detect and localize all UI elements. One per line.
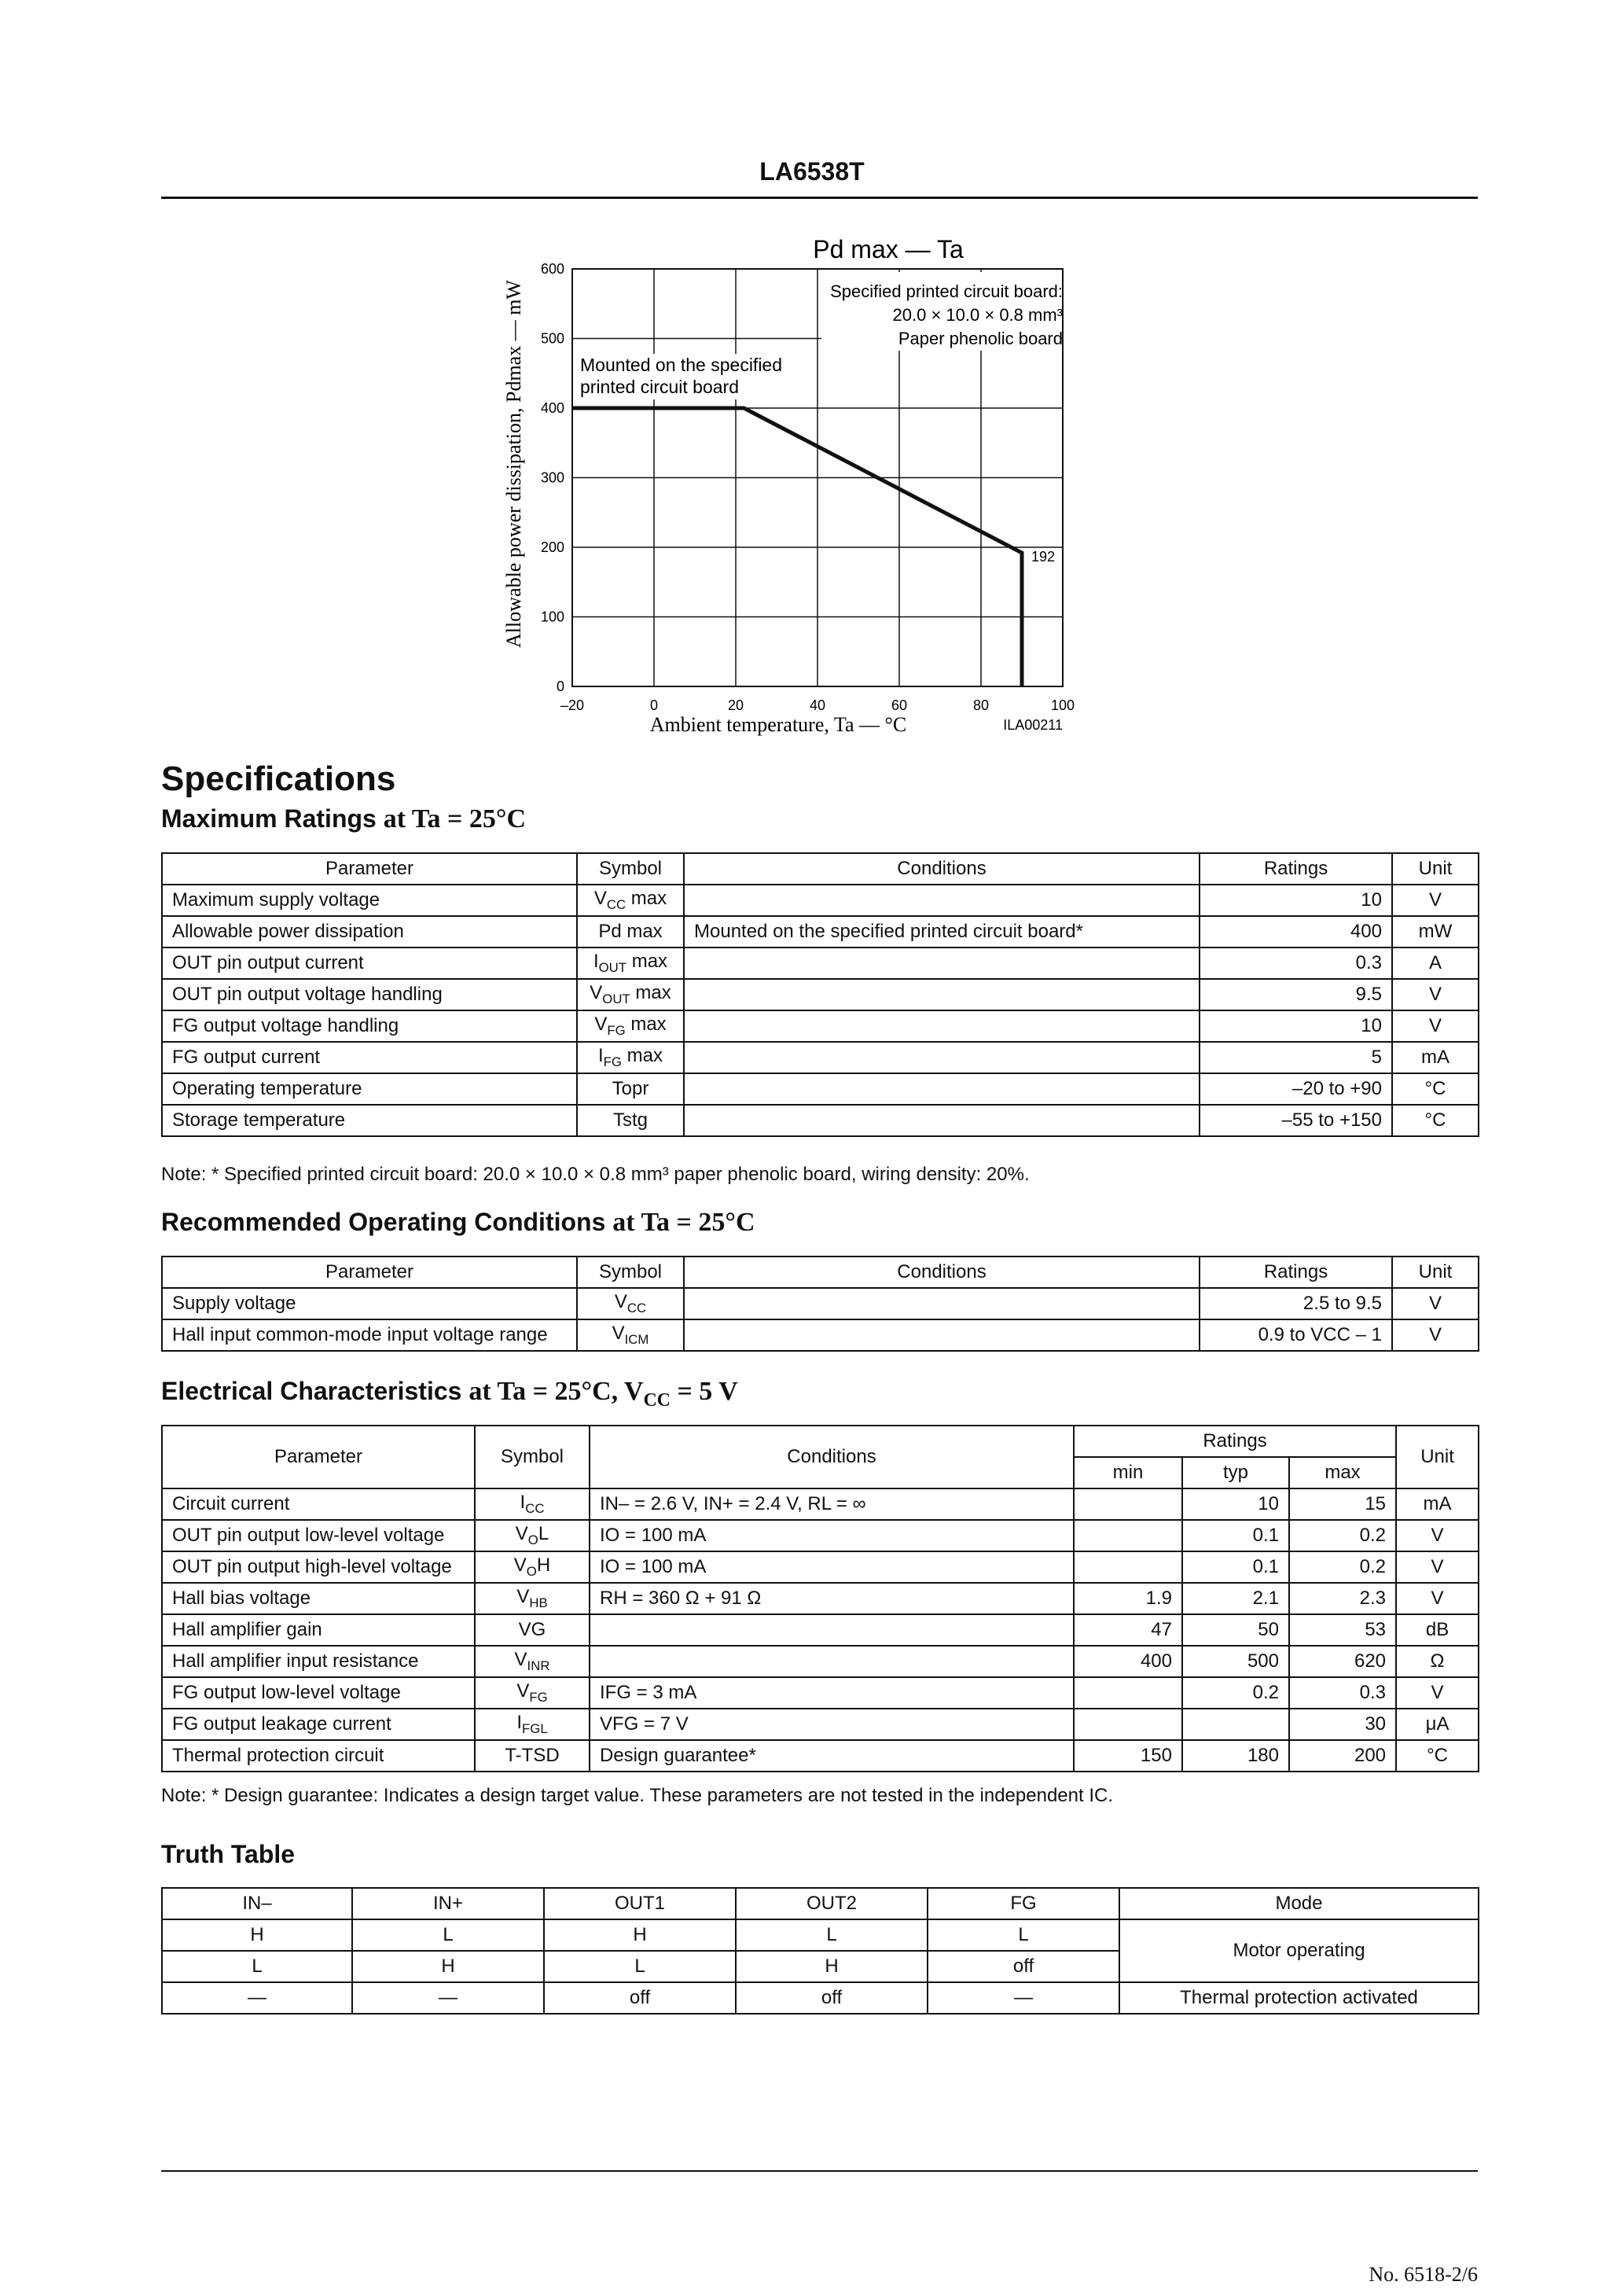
rec-header-cell: Conditions [684,1257,1200,1288]
symbol-suffix: max [625,1014,667,1036]
unit-cell: Ω [1396,1646,1479,1677]
unit-cell: V [1392,979,1479,1010]
symbol-cell [475,1677,590,1709]
conditions-cell [684,1073,1200,1105]
unit-cell: V [1392,885,1479,916]
truth-cell: off [928,1951,1119,1982]
truth-cell: off [736,1982,928,2014]
symbol-subscript: O [527,1532,538,1547]
symbol-text: V [513,1555,527,1577]
typ-cell [1182,1709,1289,1740]
chart-annotation-board: 20.0 × 10.0 × 0.8 mm³ [892,305,1063,325]
elec-head-unit: Unit [1396,1426,1479,1488]
chart-x-tick-label: –20 [560,697,585,713]
max-ratings-title [161,804,526,834]
chart-title: Pd max — Ta [813,235,964,263]
chart-y-tick-label: 500 [540,330,564,347]
min-cell [1074,1677,1182,1709]
symbol-suffix: max [626,951,668,973]
max-cell: 53 [1289,1614,1396,1646]
table-row [162,1288,1479,1319]
conditions-cell: IFG = 3 mA [590,1677,1074,1709]
symbol-text: V [516,1586,530,1608]
symbol-text: I [520,1492,526,1514]
symbol-subscript: CC [525,1500,545,1516]
truth-header-cell: OUT2 [736,1888,928,1919]
symbol-text: Topr [612,1078,649,1099]
elec-head-max: max [1289,1457,1396,1488]
chart-x-tick-label: 60 [891,697,908,713]
chart-annotation-mounted: Mounted on the specified [580,355,783,375]
rating-cell: 10 [1200,885,1392,916]
parameter-cell: Allowable power dissipation [162,916,577,947]
truth-cell: — [928,1982,1119,2014]
symbol-cell [475,1520,590,1551]
elec-chars-table [161,1425,1479,1772]
elec-head-ratings: Ratings [1074,1426,1396,1457]
symbol-cell [577,1319,684,1351]
unit-cell: A [1392,947,1479,979]
typ-cell: 0.1 [1182,1520,1289,1551]
parameter-cell: Hall amplifier gain [162,1614,475,1646]
rating-cell: 5 [1200,1042,1392,1073]
max-cell: 30 [1289,1709,1396,1740]
max-header-cell: Conditions [684,853,1200,885]
min-cell [1074,1520,1182,1551]
elec-head-param: Parameter [162,1426,475,1488]
symbol-cell [475,1551,590,1583]
rating-cell: 400 [1200,916,1392,947]
chart-y-tick-label: 300 [540,469,564,486]
conditions-cell [684,885,1200,916]
conditions-cell: Design guarantee* [590,1740,1074,1772]
rec-header-cell: Unit [1392,1257,1479,1288]
symbol-text: V [594,1014,608,1036]
max-header-cell: Ratings [1200,853,1392,885]
footer-rule [161,2170,1478,2172]
symbol-suffix: max [626,888,667,910]
truth-cell: off [544,1982,736,2014]
unit-cell: °C [1396,1740,1479,1772]
min-cell [1074,1709,1182,1740]
elec-chars-note: Note: * Design guarantee: Indicates a design target value. These parameters are not tested in the independent IC. [161,1785,1113,1806]
rating-cell: 10 [1200,1010,1392,1042]
truth-header-cell: FG [928,1888,1119,1919]
truth-header-cell: IN+ [352,1888,544,1919]
symbol-cell [475,1646,590,1677]
unit-cell: V [1392,1010,1479,1042]
symbol-text: VG [518,1619,546,1640]
truth-cell: L [928,1919,1119,1951]
symbol-cell [475,1614,590,1646]
symbol-subscript: OUT [598,959,627,975]
unit-cell: mA [1392,1042,1479,1073]
symbol-subscript: FG [603,1054,622,1069]
truth-cell: H [544,1919,736,1951]
symbol-text: V [612,1323,625,1345]
parameter-cell: Circuit current [162,1488,475,1520]
table-row [162,1646,1479,1677]
conditions-cell [684,1319,1200,1351]
parameter-cell: Storage temperature [162,1105,577,1136]
truth-cell: L [544,1951,736,1982]
table-row [162,1042,1479,1073]
symbol-subscript: FG [529,1689,548,1705]
table-row [162,979,1479,1010]
conditions-cell [590,1614,1074,1646]
chart-y-tick-label: 200 [540,539,564,555]
symbol-subscript: FGL [522,1720,548,1736]
conditions-cell [684,947,1200,979]
truth-header-row [162,1888,1479,1919]
truth-table-title: Truth Table [161,1840,296,1868]
symbol-subscript: INR [527,1658,550,1673]
parameter-cell: OUT pin output current [162,947,577,979]
truth-cell: L [162,1951,352,1982]
parameter-cell: FG output voltage handling [162,1010,577,1042]
symbol-text: I [598,1045,604,1067]
min-cell: 47 [1074,1614,1182,1646]
truth-cell: H [736,1951,928,1982]
parameter-cell: Supply voltage [162,1288,577,1319]
symbol-suffix: H [536,1555,551,1577]
unit-cell: μA [1396,1709,1479,1740]
truth-cell: H [162,1919,352,1951]
conditions-cell [684,1042,1200,1073]
table-row [162,885,1479,916]
chart-point-label: 192 [1031,549,1056,565]
unit-cell: V [1392,1288,1479,1319]
table-row [162,1740,1479,1772]
parameter-cell: Thermal protection circuit [162,1740,475,1772]
parameter-cell: Hall input common-mode input voltage range [162,1319,577,1351]
symbol-text: V [593,888,607,910]
symbol-text: T-TSD [505,1745,560,1766]
symbol-text: V [514,1649,527,1671]
chart-annotation-board: Specified printed circuit board: [830,281,1063,301]
symbol-cell [475,1488,590,1520]
max-cell: 200 [1289,1740,1396,1772]
rating-cell: –20 to +90 [1200,1073,1392,1105]
parameter-cell: FG output low-level voltage [162,1677,475,1709]
max-header-cell: Parameter [162,853,577,885]
page-number: No. 6518-2/6 [1369,2263,1478,2286]
elec-chars-condition: at Ta = 25°C, $V_{CC} = 5$ V [468,1377,738,1411]
typ-cell: 50 [1182,1614,1289,1646]
conditions-cell [684,1010,1200,1042]
parameter-cell: FG output leakage current [162,1709,475,1740]
elec-chars-title-text: Electrical Characteristics [161,1377,462,1405]
symbol-suffix: max [630,982,671,1004]
elec-chars-title [161,1377,738,1411]
truth-cell: L [352,1919,544,1951]
chart-y-tick-label: 600 [540,261,564,277]
mode-cell: Thermal protection activated [1119,1982,1479,2014]
table-row [162,947,1479,979]
conditions-cell [684,1105,1200,1136]
symbol-cell [475,1583,590,1614]
truth-header-cell: Mode [1119,1888,1479,1919]
conditions-cell: VFG = 7 V [590,1709,1074,1740]
table-row [162,1520,1479,1551]
symbol-text: V [614,1291,627,1313]
rec-conditions-condition: at Ta = 25°C [612,1208,755,1237]
symbol-suffix: L [538,1523,549,1545]
max-cell: 0.2 [1289,1551,1396,1583]
table-row [162,1583,1479,1614]
chart-x-tick-label: 80 [972,697,990,713]
truth-cell: — [352,1982,544,2014]
rec-header-cell: Ratings [1200,1257,1392,1288]
table-row [162,1073,1479,1105]
elec-head-symbol: Symbol [475,1426,590,1488]
unit-cell: V [1396,1551,1479,1583]
symbol-subscript: O [526,1563,537,1579]
min-cell: 400 [1074,1646,1182,1677]
min-cell: 150 [1074,1740,1182,1772]
symbol-cell [577,1073,684,1105]
conditions-cell: IO = 100 mA [590,1520,1074,1551]
symbol-subscript: HB [529,1595,548,1610]
chart-figure-code: ILA00211 [1003,717,1063,733]
unit-cell: dB [1396,1614,1479,1646]
parameter-cell: Hall amplifier input resistance [162,1646,475,1677]
mode-cell: Motor operating [1119,1919,1479,1982]
typ-cell: 10 [1182,1488,1289,1520]
symbol-cell [577,916,684,947]
pd-ta-chart [472,228,1148,763]
table-row [162,1551,1479,1583]
symbol-text: V [516,1680,530,1702]
parameter-cell: Operating temperature [162,1073,577,1105]
typ-cell: 500 [1182,1646,1289,1677]
unit-cell: V [1392,1319,1479,1351]
symbol-cell [475,1740,590,1772]
table-row [162,1010,1479,1042]
rec-conditions-title [161,1208,755,1238]
min-cell: 1.9 [1074,1583,1182,1614]
rating-cell: 0.3 [1200,947,1392,979]
elec-head-typ: typ [1182,1457,1289,1488]
symbol-text: I [516,1712,523,1734]
conditions-cell: Mounted on the specified printed circuit board* [684,916,1200,947]
chart-ylabel: Allowable power dissipation, Pdmax — mW [502,280,525,648]
symbol-text: V [515,1523,528,1545]
table-row [162,1709,1479,1740]
truth-cell: — [162,1982,352,2014]
conditions-cell [684,979,1200,1010]
symbol-cell [577,979,684,1010]
symbol-cell [475,1709,590,1740]
symbol-text: Tstg [612,1109,648,1131]
max-header-cell: Unit [1392,853,1479,885]
parameter-cell: OUT pin output low-level voltage [162,1520,475,1551]
parameter-cell: OUT pin output voltage handling [162,979,577,1010]
table-row [162,1319,1479,1351]
max-cell: 2.3 [1289,1583,1396,1614]
max-cell: 620 [1289,1646,1396,1677]
parameter-cell: Hall bias voltage [162,1583,475,1614]
truth-cell: H [352,1951,544,1982]
symbol-subscript: CC [626,1300,647,1315]
unit-cell: mA [1396,1488,1479,1520]
rec-conditions-title-text: Recommended Operating Conditions [161,1208,606,1236]
max-cell: 15 [1289,1488,1396,1520]
symbol-text: V [590,982,603,1004]
chart-x-tick-label: 0 [649,697,659,713]
chart-annotation-board: Paper phenolic board [898,329,1063,348]
chart-x-tick-label: 40 [809,697,826,713]
chart-x-tick-label: 100 [1050,697,1075,713]
chart-xlabel: Ambient temperature, Ta — °C [649,713,907,736]
chart-y-tick-label: 100 [540,609,564,625]
rec-conditions-table [161,1256,1479,1352]
truth-header-cell: IN– [162,1888,352,1919]
rec-header-cell: Symbol [577,1257,684,1288]
table-row [162,1919,1479,1951]
typ-cell: 0.1 [1182,1551,1289,1583]
conditions-cell [684,1288,1200,1319]
min-cell [1074,1551,1182,1583]
elec-head-conditions: Conditions [590,1426,1074,1488]
symbol-suffix: max [621,1045,663,1067]
symbol-cell [577,1105,684,1136]
table-row [162,1488,1479,1520]
elec-head-min: min [1074,1457,1182,1488]
rec-conditions-header-row [162,1257,1479,1288]
chart-annotation-mounted: printed circuit board [580,377,739,397]
table-row [162,1105,1479,1136]
table-row [162,1677,1479,1709]
conditions-cell: IO = 100 mA [590,1551,1074,1583]
typ-cell: 0.2 [1182,1677,1289,1709]
typ-cell: 180 [1182,1740,1289,1772]
max-header-cell: Symbol [577,853,684,885]
unit-cell: mW [1392,916,1479,947]
symbol-text: I [593,951,599,973]
max-ratings-table [161,852,1479,1137]
symbol-cell [577,1042,684,1073]
symbol-cell [577,1010,684,1042]
specifications-heading: Specifications [161,760,396,798]
rec-header-cell: Parameter [162,1257,577,1288]
table-row [162,1982,1479,2014]
unit-cell: V [1396,1520,1479,1551]
max-ratings-condition: at Ta = 25°C [383,804,527,833]
chart-x-tick-label: 20 [727,697,744,713]
symbol-text: Pd max [598,921,663,942]
symbol-subscript: OUT [602,991,630,1006]
truth-cell: L [736,1919,928,1951]
parameter-cell: Maximum supply voltage [162,885,577,916]
unit-cell: V [1396,1583,1479,1614]
rating-cell: 2.5 to 9.5 [1200,1288,1392,1319]
max-ratings-note: Note: * Specified printed circuit board: 20.0 × 10.0 × 0.8 mm³ paper phenolic board, wiring density: 20%. [161,1164,1030,1185]
chart-y-tick-label: 400 [540,400,564,416]
table-row [162,1614,1479,1646]
symbol-subscript: FG [607,1022,626,1038]
symbol-cell [577,947,684,979]
symbol-cell [577,885,684,916]
header-rule [161,197,1478,199]
max-ratings-header-row [162,853,1479,885]
truth-header-cell: OUT1 [544,1888,736,1919]
symbol-cell [577,1288,684,1319]
max-cell: 0.2 [1289,1520,1396,1551]
typ-cell: 2.1 [1182,1583,1289,1614]
max-ratings-title-text: Maximum Ratings [161,804,377,833]
unit-cell: °C [1392,1105,1479,1136]
truth-table [161,1887,1479,2015]
symbol-subscript: ICM [624,1331,649,1347]
chart-y-tick-label: 0 [556,679,564,694]
symbol-subscript: CC [606,896,626,912]
rating-cell: 0.9 to VCC – 1 [1200,1319,1392,1351]
rating-cell: 9.5 [1200,979,1392,1010]
parameter-cell: OUT pin output high-level voltage [162,1551,475,1583]
page-title: LA6538T [759,157,865,186]
unit-cell: V [1396,1677,1479,1709]
unit-cell: °C [1392,1073,1479,1105]
max-cell: 0.3 [1289,1677,1396,1709]
rating-cell: –55 to +150 [1200,1105,1392,1136]
parameter-cell: FG output current [162,1042,577,1073]
min-cell [1074,1488,1182,1520]
conditions-cell: RH = 360 Ω + 91 Ω [590,1583,1074,1614]
conditions-cell: IN– = 2.6 V, IN+ = 2.4 V, RL = ∞ [590,1488,1074,1520]
conditions-cell [590,1646,1074,1677]
table-row [162,916,1479,947]
